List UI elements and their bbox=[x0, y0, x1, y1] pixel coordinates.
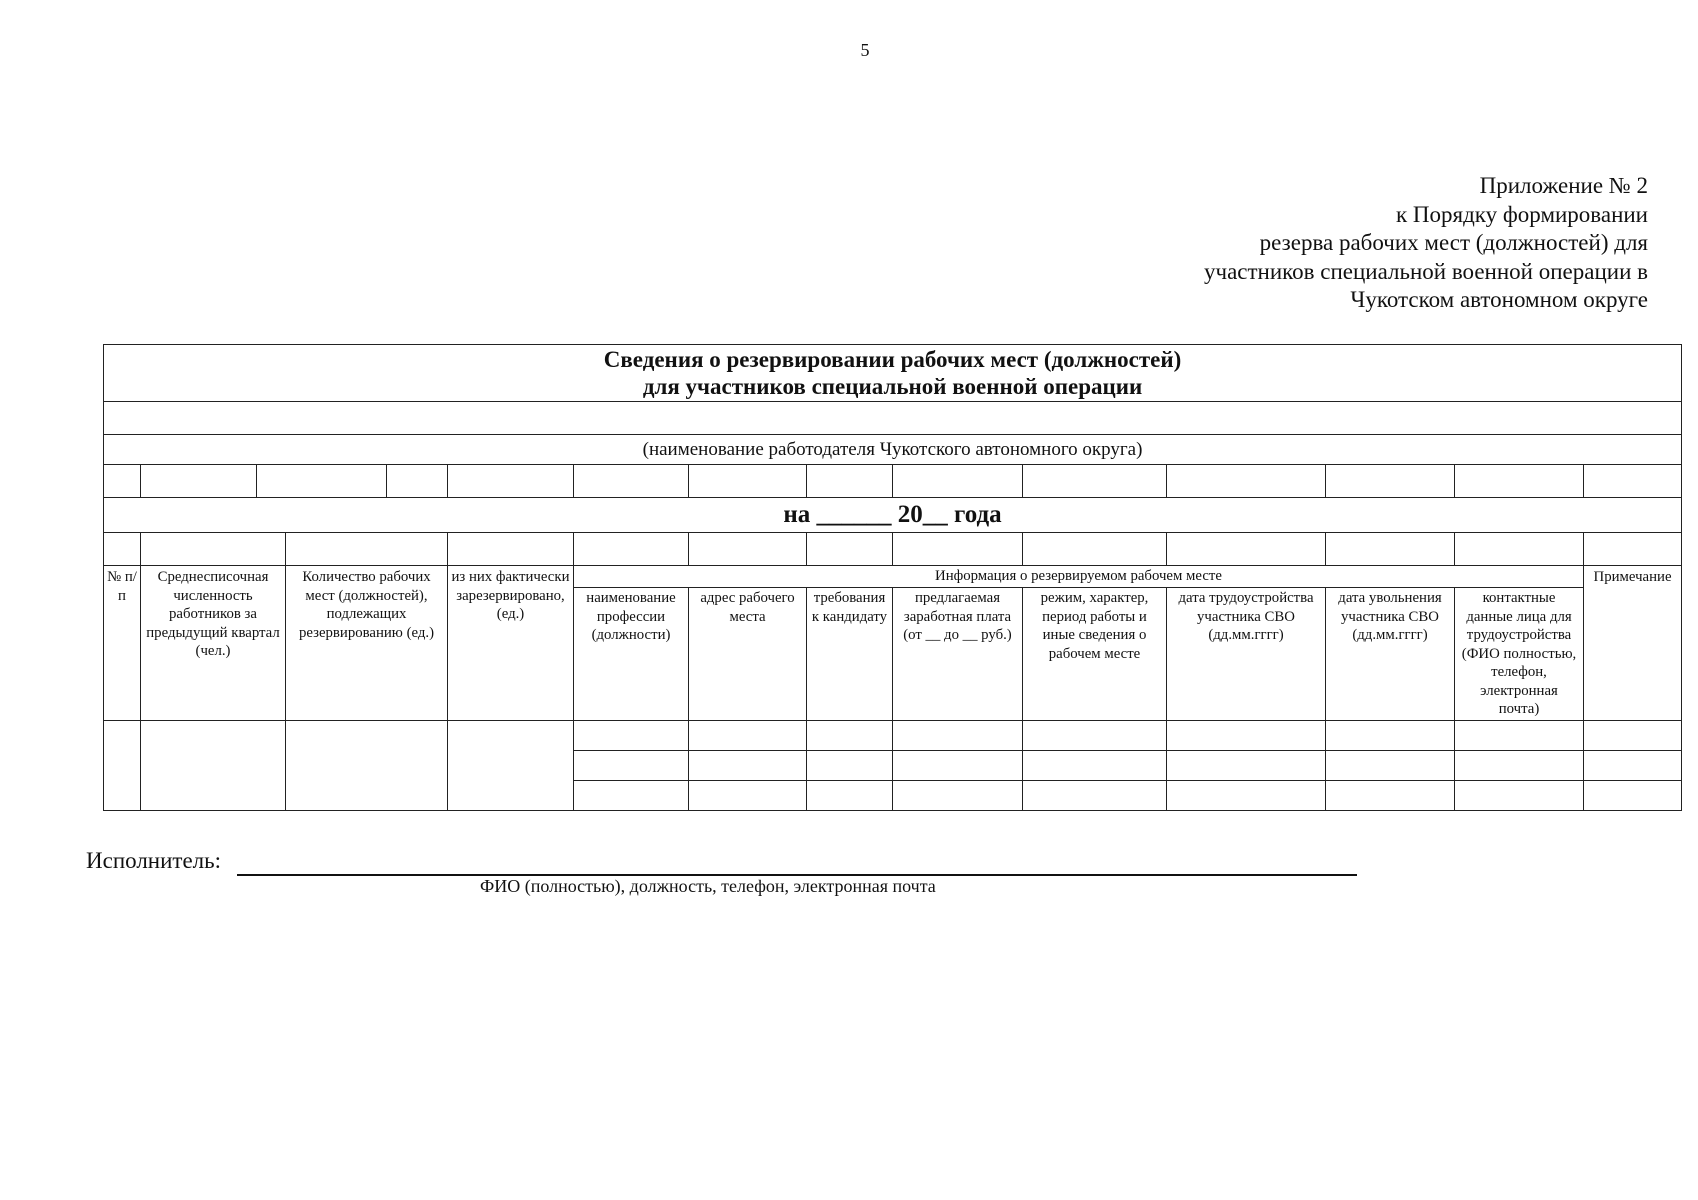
subheader-line: дата трудоустройства bbox=[1178, 590, 1314, 606]
input-cell-num[interactable] bbox=[104, 721, 141, 811]
subheader-line: трудоустройства bbox=[1466, 627, 1572, 643]
subheader-line: наименование bbox=[586, 590, 676, 606]
input-cell[interactable] bbox=[1167, 781, 1326, 811]
cell bbox=[286, 533, 448, 566]
input-cell[interactable] bbox=[689, 781, 807, 811]
cell bbox=[387, 465, 448, 498]
header-num: № п/п bbox=[104, 566, 141, 721]
header-avg-headcount: Среднесписочная численность работников за предыдущий квартал (чел.) bbox=[141, 566, 286, 721]
cell bbox=[104, 533, 141, 566]
subheader-line: профессии bbox=[596, 608, 666, 625]
input-cell[interactable] bbox=[893, 721, 1023, 751]
header-positions-count: Количество рабочих мест (должностей), подлежащих резервированию (ед.) bbox=[286, 566, 448, 721]
input-cell[interactable] bbox=[574, 781, 689, 811]
form-title-line: для участников специальной военной операции bbox=[642, 374, 1143, 399]
input-cell[interactable] bbox=[1584, 781, 1682, 811]
subheader-line: данные лица для bbox=[1466, 608, 1572, 625]
cell bbox=[1455, 465, 1584, 498]
subheader-line: (от __ до __ руб.) bbox=[903, 627, 1012, 643]
subheader-line: участника СВО bbox=[1341, 608, 1439, 625]
input-cell[interactable] bbox=[1326, 721, 1455, 751]
cell bbox=[141, 465, 257, 498]
subheader-line: участника СВО bbox=[1197, 608, 1295, 625]
cell bbox=[1167, 533, 1326, 566]
subheader-line: заработная плата bbox=[903, 608, 1012, 625]
form-title-line: Сведения о резервировании рабочих мест (должностей) bbox=[603, 347, 1182, 372]
spacer-row bbox=[104, 533, 1682, 566]
cell bbox=[141, 533, 286, 566]
spacer-row bbox=[104, 465, 1682, 498]
subheader-line: рабочем месте bbox=[1048, 645, 1141, 662]
cell bbox=[807, 465, 893, 498]
cell bbox=[1326, 465, 1455, 498]
subheader-line: электронная bbox=[1480, 682, 1558, 699]
input-cell[interactable] bbox=[1455, 721, 1584, 751]
cell bbox=[807, 533, 893, 566]
appendix-line: резерва рабочих мест (должностей) для bbox=[1259, 230, 1648, 255]
input-cell[interactable] bbox=[807, 721, 893, 751]
input-cell[interactable] bbox=[893, 781, 1023, 811]
appendix-line: к Порядку формировании bbox=[1395, 201, 1648, 227]
subheader-line: (дд.мм.гггг) bbox=[1208, 627, 1284, 643]
employer-caption: (наименование работодателя Чукотского автономного округа) bbox=[104, 435, 1682, 465]
cell bbox=[689, 533, 807, 566]
subheader-line: дата увольнения bbox=[1338, 590, 1442, 606]
cell bbox=[1584, 533, 1682, 566]
subheader-line: к кандидату bbox=[811, 608, 888, 625]
form-title bbox=[104, 345, 1682, 402]
header-reserved-actual: из них фактически зарезервировано, (ед.) bbox=[448, 566, 574, 721]
subheader-work-mode bbox=[1023, 588, 1167, 721]
input-cell[interactable] bbox=[893, 751, 1023, 781]
cell bbox=[1584, 465, 1682, 498]
input-cell[interactable] bbox=[807, 781, 893, 811]
subheader-line: почта) bbox=[1498, 701, 1540, 717]
cell bbox=[574, 533, 689, 566]
cell bbox=[104, 465, 141, 498]
input-cell[interactable] bbox=[1023, 781, 1167, 811]
input-cell[interactable] bbox=[1455, 751, 1584, 781]
cell bbox=[448, 465, 574, 498]
subheader-line: телефон, bbox=[1491, 664, 1547, 680]
input-cell[interactable] bbox=[1584, 721, 1682, 751]
appendix-line: участников специальной военной операции в bbox=[1204, 258, 1648, 284]
header-note: Примечание bbox=[1584, 566, 1682, 721]
input-cell-avg-headcount[interactable] bbox=[141, 721, 286, 811]
subheader-profession bbox=[574, 588, 689, 721]
input-cell[interactable] bbox=[574, 721, 689, 751]
subheader-line: адрес рабочего bbox=[700, 590, 795, 606]
cell bbox=[257, 465, 387, 498]
reservation-form-table bbox=[103, 344, 1682, 811]
cell bbox=[448, 533, 574, 566]
header-info-group: Информация о резервируемом рабочем месте bbox=[574, 566, 1584, 588]
subheader-line: предлагаемая bbox=[914, 590, 1000, 606]
input-cell[interactable] bbox=[1167, 751, 1326, 781]
input-cell[interactable] bbox=[1455, 781, 1584, 811]
input-cell[interactable] bbox=[689, 721, 807, 751]
cell bbox=[1167, 465, 1326, 498]
table-row bbox=[104, 721, 1682, 751]
report-date-line[interactable]: на ______ 20__ года bbox=[104, 498, 1682, 533]
input-cell[interactable] bbox=[1167, 721, 1326, 751]
page-number: 5 bbox=[860, 40, 870, 60]
cell bbox=[1455, 533, 1584, 566]
input-cell[interactable] bbox=[689, 751, 807, 781]
cell bbox=[574, 465, 689, 498]
input-cell[interactable] bbox=[1584, 751, 1682, 781]
subheader-line: режим, характер, bbox=[1040, 590, 1149, 606]
subheader-salary bbox=[893, 588, 1023, 721]
subheader-dismissal-date bbox=[1326, 588, 1455, 721]
input-cell[interactable] bbox=[807, 751, 893, 781]
input-cell[interactable] bbox=[574, 751, 689, 781]
subheader-hire-date bbox=[1167, 588, 1326, 721]
executor-label: Исполнитель: bbox=[86, 848, 222, 873]
cell bbox=[689, 465, 807, 498]
appendix-block bbox=[748, 172, 1648, 315]
subheader-requirements bbox=[807, 588, 893, 721]
subheader-workplace-address bbox=[689, 588, 807, 721]
input-cell[interactable] bbox=[1023, 751, 1167, 781]
subheader-line: (должности) bbox=[591, 627, 671, 643]
subheader-contact-person bbox=[1455, 588, 1584, 721]
subheader-line: (дд.мм.гггг) bbox=[1352, 627, 1428, 643]
cell bbox=[893, 533, 1023, 566]
input-cell-reserved-actual[interactable] bbox=[448, 721, 574, 811]
input-cell[interactable] bbox=[1023, 721, 1167, 751]
cell bbox=[1023, 533, 1167, 566]
input-cell-positions-count[interactable] bbox=[286, 721, 448, 811]
input-cell[interactable] bbox=[1326, 781, 1455, 811]
subheader-line: иные сведения о bbox=[1042, 627, 1147, 643]
cell bbox=[1023, 465, 1167, 498]
subheader-line: контактные bbox=[1482, 590, 1556, 606]
subheader-line: (ФИО полностью, bbox=[1461, 645, 1577, 662]
cell bbox=[893, 465, 1023, 498]
input-cell[interactable] bbox=[1326, 751, 1455, 781]
executor-hint: ФИО (полностью), должность, телефон, электронная почта bbox=[480, 876, 936, 896]
employer-name-field[interactable] bbox=[104, 402, 1682, 435]
appendix-line: Приложение № 2 bbox=[1479, 173, 1648, 198]
subheader-line: места bbox=[729, 608, 766, 625]
subheader-line: требования bbox=[813, 590, 886, 606]
cell bbox=[1326, 533, 1455, 566]
appendix-line: Чукотском автономном округе bbox=[1350, 287, 1648, 312]
subheader-line: период работы и bbox=[1042, 608, 1147, 625]
